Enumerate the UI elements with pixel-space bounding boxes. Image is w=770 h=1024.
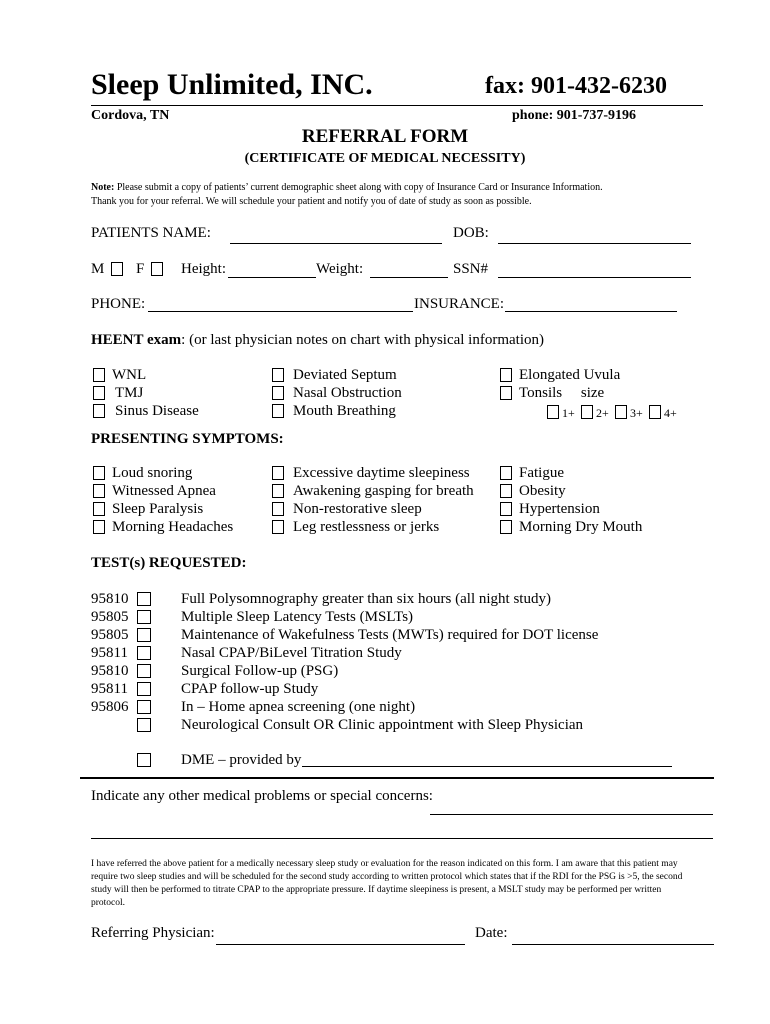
- patient-name-label: PATIENTS NAME:: [91, 225, 211, 241]
- female-checkbox[interactable]: [151, 262, 163, 276]
- heent-mouth-label: Mouth Breathing: [293, 403, 396, 419]
- symptom-snoring-label: Loud snoring: [112, 465, 193, 481]
- symptoms-title: PRESENTING SYMPTOMS:: [91, 431, 284, 447]
- symptom-nonrestorative-label: Non-restorative sleep: [293, 501, 422, 517]
- test-code: 95810: [91, 591, 129, 607]
- ssn-field[interactable]: [498, 277, 691, 278]
- test-label: Nasal CPAP/BiLevel Titration Study: [181, 645, 402, 661]
- concerns-label: Indicate any other medical problems or special concerns:: [91, 788, 433, 804]
- heent-hint: : (or last physician notes on chart with physical information): [181, 332, 544, 348]
- date-field[interactable]: [512, 944, 714, 945]
- company-name: Sleep Unlimited, INC.: [91, 68, 373, 101]
- concerns-field-line-2[interactable]: [91, 838, 713, 839]
- insurance-field[interactable]: [505, 311, 677, 312]
- male-checkbox[interactable]: [111, 262, 123, 276]
- symptom-drymouth-label: Morning Dry Mouth: [519, 519, 643, 535]
- symptom-leg-checkbox[interactable]: [272, 520, 284, 534]
- symptom-fatigue-checkbox[interactable]: [500, 466, 512, 480]
- weight-field[interactable]: [370, 277, 448, 278]
- heent-mouth-checkbox[interactable]: [272, 404, 284, 418]
- test-checkbox[interactable]: [137, 646, 151, 660]
- test-code: 95810: [91, 663, 129, 679]
- test-checkbox[interactable]: [137, 700, 151, 714]
- test-checkbox[interactable]: [137, 610, 151, 624]
- physician-field[interactable]: [216, 944, 465, 945]
- dob-field[interactable]: [498, 243, 691, 244]
- weight-label: Weight:: [316, 261, 364, 277]
- symptom-sleepiness-label: Excessive daytime sleepiness: [293, 465, 470, 481]
- symptom-apnea-label: Witnessed Apnea: [112, 483, 216, 499]
- test-label: Neurological Consult OR Clinic appointment with Sleep Physician: [181, 717, 584, 733]
- heent-nasal-label: Nasal Obstruction: [293, 385, 402, 401]
- heent-sinus-checkbox[interactable]: [93, 404, 105, 418]
- physician-label: Referring Physician:: [91, 925, 215, 941]
- tonsil-size-1-checkbox[interactable]: [547, 405, 559, 419]
- symptom-drymouth-checkbox[interactable]: [500, 520, 512, 534]
- test-checkbox[interactable]: [137, 682, 151, 696]
- test-label: Multiple Sleep Latency Tests (MSLTs): [181, 609, 414, 625]
- tonsil-size-4-checkbox[interactable]: [649, 405, 661, 419]
- heent-nasal-checkbox[interactable]: [272, 386, 284, 400]
- heent-tonsils-label: Tonsils size: [519, 385, 605, 401]
- symptom-paralysis-label: Sleep Paralysis: [112, 501, 204, 517]
- symptom-hypertension-checkbox[interactable]: [500, 502, 512, 516]
- symptom-fatigue-label: Fatigue: [519, 465, 564, 481]
- note-label: Note:: [91, 182, 115, 193]
- test-code: 95811: [91, 681, 128, 697]
- test-code: 95805: [91, 609, 129, 625]
- dme-label: DME – provided by: [181, 752, 302, 768]
- test-label: In – Home apnea screening (one night): [181, 699, 416, 715]
- test-label: CPAP follow-up Study: [181, 681, 319, 697]
- symptom-obesity-label: Obesity: [519, 483, 566, 499]
- header-divider: [91, 105, 703, 106]
- symptom-obesity-checkbox[interactable]: [500, 484, 512, 498]
- heent-wnl-label: WNL: [112, 367, 147, 383]
- company-city: Cordova, TN: [91, 108, 170, 123]
- heent-label: HEENT exam: [91, 332, 182, 348]
- test-checkbox[interactable]: [137, 664, 151, 678]
- note-line-1: Please submit a copy of patients’ current demographic sheet along with copy of Insurance Card or Insurance Information.: [116, 182, 603, 193]
- form-subtitle: (CERTIFICATE OF MEDICAL NECESSITY): [244, 151, 526, 166]
- symptom-apnea-checkbox[interactable]: [93, 484, 105, 498]
- heent-uvula-checkbox[interactable]: [500, 368, 512, 382]
- symptom-headaches-label: Morning Headaches: [112, 519, 234, 535]
- symptom-sleepiness-checkbox[interactable]: [272, 466, 284, 480]
- symptom-hypertension-label: Hypertension: [519, 501, 600, 517]
- test-checkbox[interactable]: [137, 592, 151, 606]
- heent-septum-checkbox[interactable]: [272, 368, 284, 382]
- form-title: REFERRAL FORM: [301, 126, 469, 147]
- phone-label: PHONE:: [91, 296, 146, 312]
- insurance-label: INSURANCE:: [414, 296, 505, 312]
- heent-tmj-checkbox[interactable]: [93, 386, 105, 400]
- height-label: Height:: [181, 261, 226, 277]
- heent-sinus-label: Sinus Disease: [115, 403, 199, 419]
- tonsil-size-2-checkbox[interactable]: [581, 405, 593, 419]
- symptom-gasping-label: Awakening gasping for breath: [293, 483, 474, 499]
- dob-label: DOB:: [453, 225, 489, 241]
- test-checkbox[interactable]: [137, 718, 151, 732]
- note-block: [91, 181, 603, 209]
- symptom-nonrestorative-checkbox[interactable]: [272, 502, 284, 516]
- tonsil-size-1-label: 1+: [562, 406, 575, 420]
- test-checkbox[interactable]: [137, 628, 151, 642]
- test-code: 95811: [91, 645, 128, 661]
- test-code: 95806: [91, 699, 129, 715]
- symptom-leg-label: Leg restlessness or jerks: [293, 519, 440, 535]
- tonsil-size-3-checkbox[interactable]: [615, 405, 627, 419]
- height-field[interactable]: [228, 277, 316, 278]
- symptom-paralysis-checkbox[interactable]: [93, 502, 105, 516]
- heent-heading: [91, 332, 544, 349]
- disclaimer-text: I have referred the above patient for a medically necessary sleep study or evaluation for the reason indicated on this form. I am aware that this patient may require two sleep studies and will be scheduled for the second study according to written protocol which states that if the RDI for the PSG is >5, the second study will then be performed to titrate CPAP to the appropriate pressure. If daytime sleepiness is present, a MSLT study may be performed per written protocol.: [91, 859, 683, 908]
- tonsil-size-4-label: 4+: [664, 406, 677, 420]
- patient-name-field[interactable]: [230, 243, 442, 244]
- heent-septum-label: Deviated Septum: [293, 367, 397, 383]
- test-label: Surgical Follow-up (PSG): [181, 663, 339, 679]
- date-label: Date:: [475, 925, 508, 941]
- tests-title: TEST(s) REQUESTED:: [91, 555, 247, 571]
- heent-uvula-label: Elongated Uvula: [519, 367, 621, 383]
- symptom-headaches-checkbox[interactable]: [93, 520, 105, 534]
- phone-field[interactable]: [148, 311, 413, 312]
- test-label: Full Polysomnography greater than six hours (all night study): [181, 591, 551, 607]
- tonsil-size-2-label: 2+: [596, 406, 609, 420]
- symptom-gasping-checkbox[interactable]: [272, 484, 284, 498]
- symptom-snoring-checkbox[interactable]: [93, 466, 105, 480]
- section-divider: [80, 777, 714, 779]
- dme-checkbox[interactable]: [137, 753, 151, 767]
- phone-number: phone: 901-737-9196: [512, 108, 637, 123]
- fax-number: fax: 901-432-6230: [485, 73, 667, 99]
- heent-wnl-checkbox[interactable]: [93, 368, 105, 382]
- heent-tmj-label: TMJ: [115, 385, 144, 401]
- concerns-field-line-1[interactable]: [430, 814, 713, 815]
- ssn-label: SSN#: [453, 261, 489, 277]
- note-line-2: Thank you for your referral. We will schedule your patient and notify you of date of study as soon as possible.: [91, 196, 532, 207]
- male-label: M: [91, 261, 105, 277]
- heent-tonsils-checkbox[interactable]: [500, 386, 512, 400]
- dme-provider-field[interactable]: [302, 766, 672, 767]
- test-label: Maintenance of Wakefulness Tests (MWTs) required for DOT license: [181, 627, 599, 643]
- female-label: F: [136, 261, 145, 277]
- tonsil-size-3-label: 3+: [630, 406, 643, 420]
- test-code: 95805: [91, 627, 129, 643]
